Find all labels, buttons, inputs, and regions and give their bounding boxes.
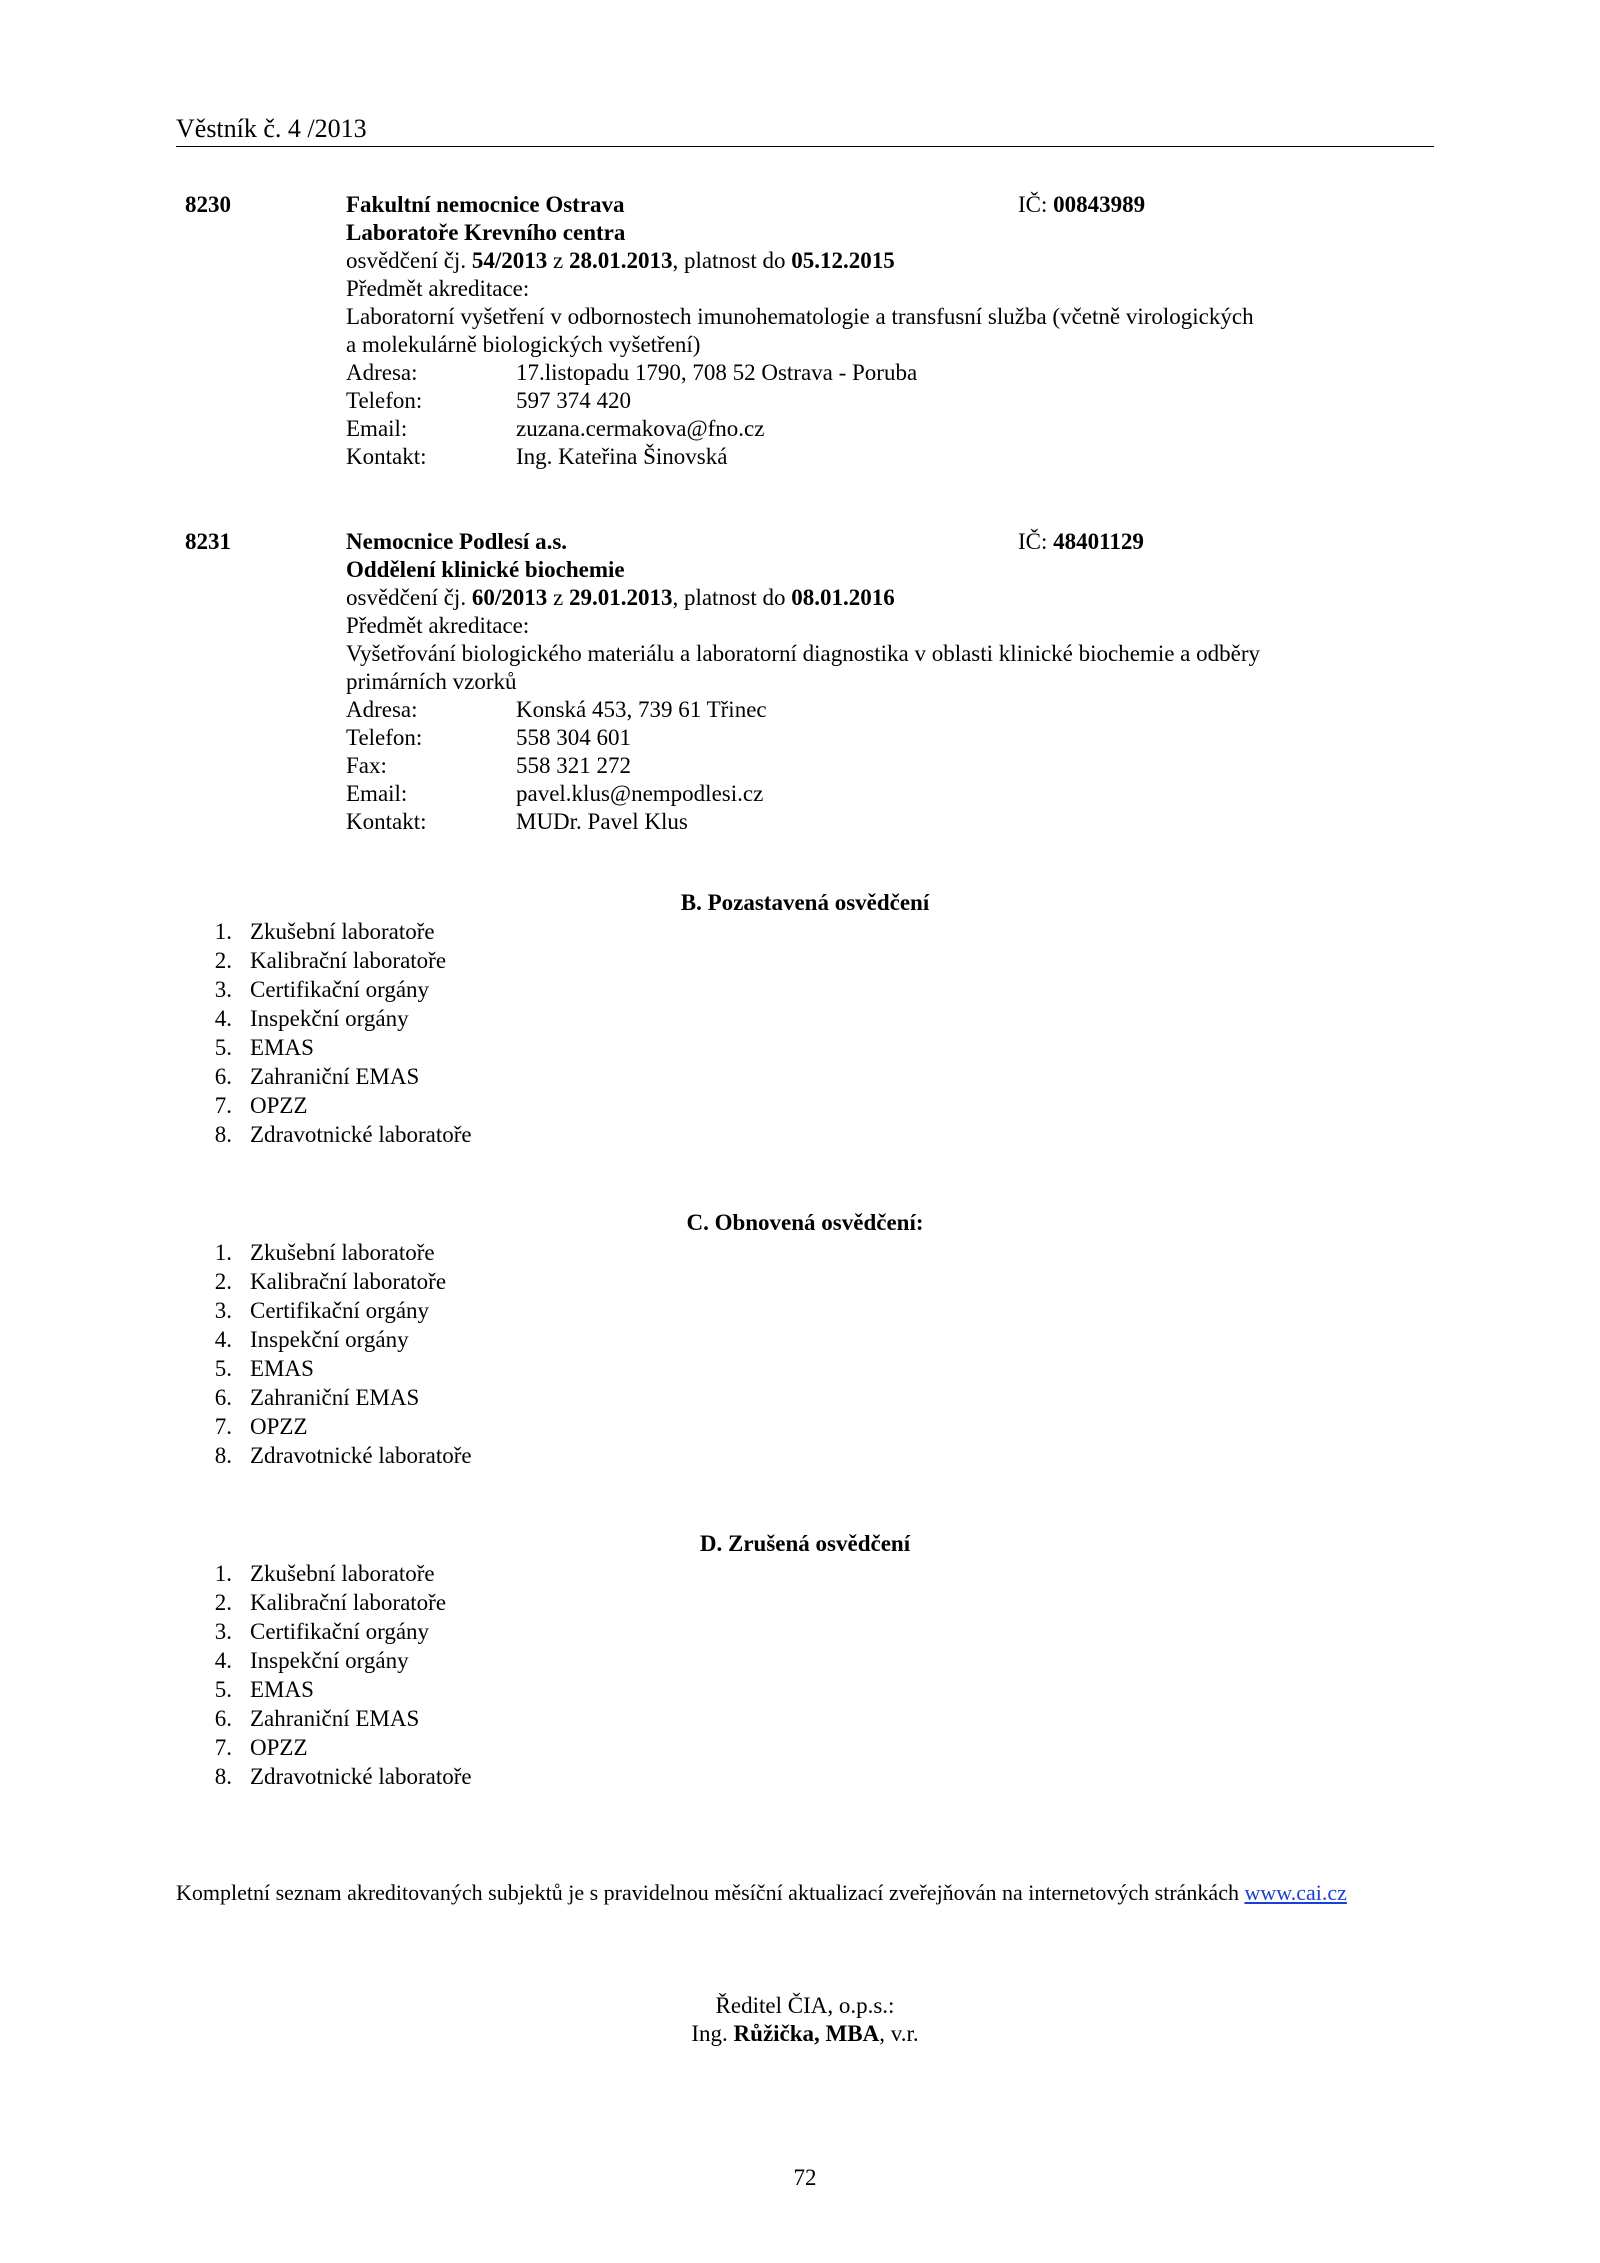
header-divider bbox=[176, 146, 1434, 147]
entry-subject-line: a molekulárně biologických vyšetření) bbox=[346, 332, 701, 357]
section-title: B. Pozastavená osvědčení bbox=[680, 890, 930, 915]
list-item: 7. OPZZ bbox=[214, 1093, 308, 1118]
list-item: 1. Zkušební laboratoře bbox=[214, 919, 435, 944]
list-item: 4. Inspekční orgány bbox=[214, 1006, 409, 1031]
entry-number: 8230 bbox=[185, 192, 231, 217]
entry-field-email: Email: zuzana.cermakova@fno.cz bbox=[346, 416, 765, 441]
entry-department: Laboratoře Krevního centra bbox=[346, 220, 626, 245]
entry-ic: IČ: 48401129 bbox=[1018, 529, 1144, 554]
list-item: 4. Inspekční orgány bbox=[214, 1648, 409, 1673]
list-item: 3. Certifikační orgány bbox=[214, 1298, 430, 1323]
page-number: 72 bbox=[793, 2165, 817, 2190]
entry-certificate: osvědčení čj. 54/2013 z 28.01.2013, platnost do 05.12.2015 bbox=[346, 248, 895, 273]
entry-subject-line: Laboratorní vyšetření v odbornostech imunohematologie a transfusní služba (včetně virologických bbox=[346, 304, 1254, 329]
section-title: D. Zrušená osvědčení bbox=[699, 1531, 911, 1556]
list-item: 5. EMAS bbox=[214, 1677, 314, 1702]
entry-field-phone: Telefon: 558 304 601 bbox=[346, 725, 631, 750]
entry-subject-label: Předmět akreditace: bbox=[346, 276, 530, 301]
list-item: 5. EMAS bbox=[214, 1035, 314, 1060]
list-item: 3. Certifikační orgány bbox=[214, 1619, 430, 1644]
section-title: C. Obnovená osvědčení: bbox=[686, 1210, 924, 1235]
entry-department: Oddělení klinické biochemie bbox=[346, 557, 625, 582]
entry-subject-label: Předmět akreditace: bbox=[346, 613, 530, 638]
list-item: 1. Zkušební laboratoře bbox=[214, 1561, 435, 1586]
entry-name: Nemocnice Podlesí a.s. bbox=[346, 529, 568, 554]
list-item: 6. Zahraniční EMAS bbox=[214, 1706, 420, 1731]
entry-field-address: Adresa: 17.listopadu 1790, 708 52 Ostrava - Poruba bbox=[346, 360, 918, 385]
entry-subject-line: primárních vzorků bbox=[346, 669, 517, 694]
list-item: 5. EMAS bbox=[214, 1356, 314, 1381]
bulletin-title: Věstník č. 4 /2013 bbox=[176, 114, 367, 143]
list-item: 2. Kalibrační laboratoře bbox=[214, 1590, 447, 1615]
director-title: Ředitel ČIA, o.p.s.: bbox=[715, 1993, 895, 2018]
entry-field-contact: Kontakt: Ing. Kateřina Šinovská bbox=[346, 444, 728, 469]
cai-website-link[interactable]: www.cai.cz bbox=[1244, 1880, 1347, 1905]
list-item: 6. Zahraniční EMAS bbox=[214, 1385, 420, 1410]
list-item: 4. Inspekční orgány bbox=[214, 1327, 409, 1352]
entry-field-phone: Telefon: 597 374 420 bbox=[346, 388, 631, 413]
list-item: 2. Kalibrační laboratoře bbox=[214, 948, 447, 973]
list-item: 8. Zdravotnické laboratoře bbox=[214, 1122, 472, 1147]
list-item: 7. OPZZ bbox=[214, 1414, 308, 1439]
registry-note: Kompletní seznam akreditovaných subjektů je s pravidelnou měsíční aktualizací zveřejňován na internetových stránkách www.cai.cz bbox=[176, 1880, 1347, 1905]
list-item: 7. OPZZ bbox=[214, 1735, 308, 1760]
entry-field-fax: Fax: 558 321 272 bbox=[346, 753, 631, 778]
entry-number: 8231 bbox=[185, 529, 231, 554]
list-item: 6. Zahraniční EMAS bbox=[214, 1064, 420, 1089]
list-item: 2. Kalibrační laboratoře bbox=[214, 1269, 447, 1294]
entry-field-contact: Kontakt: MUDr. Pavel Klus bbox=[346, 809, 688, 834]
list-item: 1. Zkušební laboratoře bbox=[214, 1240, 435, 1265]
entry-name: Fakultní nemocnice Ostrava bbox=[346, 192, 625, 217]
entry-field-email: Email: pavel.klus@nempodlesi.cz bbox=[346, 781, 764, 806]
entry-subject-line: Vyšetřování biologického materiálu a laboratorní diagnostika v oblasti klinické biochemie a odběry bbox=[346, 641, 1260, 666]
list-item: 8. Zdravotnické laboratoře bbox=[214, 1764, 472, 1789]
entry-ic: IČ: 00843989 bbox=[1018, 192, 1146, 217]
entry-certificate: osvědčení čj. 60/2013 z 29.01.2013, platnost do 08.01.2016 bbox=[346, 585, 895, 610]
list-item: 3. Certifikační orgány bbox=[214, 977, 430, 1002]
entry-field-address: Adresa: Konská 453, 739 61 Třinec bbox=[346, 697, 767, 722]
list-item: 8. Zdravotnické laboratoře bbox=[214, 1443, 472, 1468]
director-signature: Ing. Růžička, MBA, v.r. bbox=[691, 2021, 919, 2046]
